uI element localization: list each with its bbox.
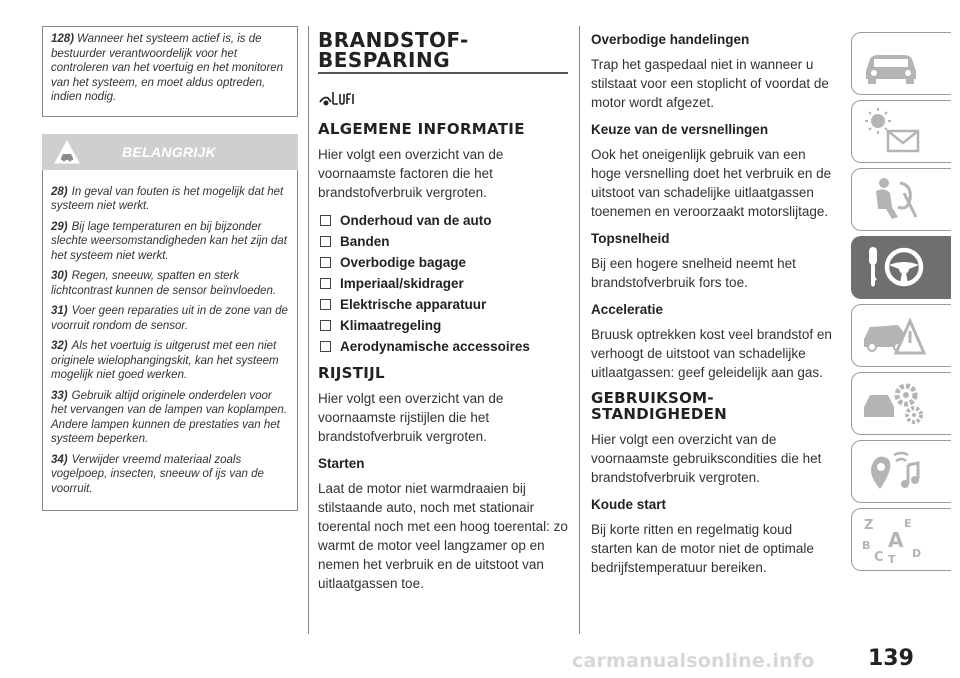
subsection-text: Laat de motor niet warmdraaien bij stilstaande auto, noch met stationair toerental noch met een hoog toerental: zo warmt de motor veel langzamer op en nemen het verbruik en de uitstoot van uitlaatgassen toe. [318,481,568,591]
list-item-label: Elektrische apparatuur [340,297,487,312]
index-letters-icon [858,513,928,565]
warning-item [51,453,289,497]
tab-warning-lights[interactable] [851,100,951,163]
checkbox-bullet-icon [320,299,331,310]
list-item-label: Banden [340,234,390,249]
warning-item [51,185,289,214]
subsection-title: Overbodige handelingen [591,32,750,47]
column-divider [579,26,580,634]
subsection-title: Acceleratie [591,302,664,317]
tab-index[interactable] [851,508,951,571]
warning-lights-icon [858,105,928,157]
left-column [42,26,298,511]
tab-dashboard[interactable] [851,32,951,95]
index-letter: Z [864,518,874,533]
list-item [318,252,568,273]
warning-number: 29) [51,220,68,233]
subsection-text: Bruusk optrekken kost veel brandstof en verhoogt de uitstoot van schadelijke uitlaatgassen: geef geleidelijk aan gas. [591,327,832,380]
warning-text: In geval van fouten is het mogelijk dat het systeem niet werkt. [51,185,284,212]
section-intro: Hier volgt een overzicht van de voornaamste factoren die het brandstofverbruik vergroten. [318,147,504,200]
section-title-line2: STANDIGHEDEN [591,405,728,423]
list-item [318,294,568,315]
note-number: 128) [51,33,75,45]
list-item [318,231,568,252]
title-rule [318,72,568,74]
checkbox-bullet-icon [320,215,331,226]
chapter-title-line2: BESPARING [318,48,451,72]
factor-list [318,210,568,357]
warning-number: 30) [51,270,68,282]
right-column [591,30,836,585]
subsection-title: Starten [318,456,365,471]
car-warning-icon [54,139,80,165]
checkbox-bullet-icon [320,236,331,247]
checkbox-bullet-icon [320,278,331,289]
warning-header [42,134,298,170]
tab-safety[interactable] [851,168,951,231]
tab-starting-driving[interactable] [851,236,951,299]
warning-title: BELANGRIJK [122,143,217,160]
checkbox-bullet-icon [320,341,331,352]
warning-item [51,304,289,333]
section-title-driving-style: RIJSTIJL [318,364,385,382]
list-item-label: Onderhoud van de auto [340,213,492,228]
list-item [318,336,568,357]
section-title-general: ALGEMENE INFORMATIE [318,120,525,138]
section-intro: Hier volgt een overzicht van de voornaamste rijstijlen die het brandstofverbruik vergroten. [318,391,504,444]
list-item-label: Imperiaal/skidrager [340,276,464,291]
maintenance-gears-icon [858,377,928,429]
list-item [318,210,568,231]
list-item [318,273,568,294]
section-title-conditions [591,390,836,422]
middle-column [318,30,568,601]
warning-text: Voer geen reparaties uit in de zone van de voorruit rondom de sensor. [51,305,288,332]
subsection-title: Koude start [591,497,667,512]
tab-multimedia[interactable] [851,440,951,503]
watermark: carmanualsonline.info [572,650,815,672]
section-intro: Hier volgt een overzicht van de voornaamste gebruikscondities die het brandstofverbruik vergroten. [591,432,822,485]
subsection-title: Topsnelheid [591,231,670,246]
subsection-text: Trap het gaspedaal niet in wanneer u stilstaat voor een stoplicht of voordat de motor wordt afgezet. [591,57,829,110]
safety-airbag-icon [858,173,928,225]
warning-item [51,269,289,298]
index-letter: T [888,553,896,565]
warning-text: Als het voertuig is uitgerust met een niet originele wielophangingskit, kan het systeem mogelijk niet goed werken. [51,340,279,381]
index-letter: C [874,550,884,565]
subsection-text: Bij korte ritten en regelmatig koud starten kan de motor niet de optimale bedrijfstemperatuur bereiken. [591,522,814,575]
index-letter: B [862,539,871,552]
chapter-title [318,30,568,70]
warning-number: 32) [51,340,68,352]
section-title-line1: GEBRUIKSOM- [591,389,714,407]
warning-text: Bij lage temperaturen en bij bijzonder slechte weersomstandigheden kan het zijn dat het systeem niet werkt. [51,220,287,262]
steering-wheel-key-icon [858,241,928,293]
subsection-title: Keuze van de versnellingen [591,122,769,137]
car-dashboard-icon [858,37,928,89]
multimedia-icon [858,445,928,497]
warning-text: Gebruik altijd originele onderdelen voor het vervangen van de lampen van koplampen. Andere lampen kunnen de prestaties van het systeem beperken. [51,389,287,445]
list-item-label: Klimaatregeling [340,318,442,333]
chapter-tabs [851,32,951,576]
warning-text: Regen, sneeuw, spatten en sterk lichtcontrast kunnen de sensor beïnvloeden. [51,270,277,297]
warning-number: 28) [51,185,68,198]
eco-drive-icon [318,88,358,108]
chapter-title-line1: BRANDSTOF- [318,28,469,52]
checkbox-bullet-icon [320,320,331,331]
warning-text: Verwijder vreemd materiaal zoals vogelpoep, insecten, sneeuw of ijs van de voorruit. [51,453,264,495]
note-text: Wanneer het systeem actief is, is de bestuurder verantwoordelijk voor het controleren van het voertuig en het monitoren van het systeem, en moet aldus optreden, indien nodig. [51,33,284,103]
column-divider [308,26,309,634]
index-letter: E [904,517,912,530]
warning-number: 33) [51,389,68,402]
list-item-label: Aerodynamische accessoires [340,339,530,354]
warning-item [51,220,289,264]
note-128 [51,32,289,105]
index-letter: A [888,528,904,552]
warning-item [51,339,289,383]
warning-number: 31) [51,305,68,317]
list-item [318,315,568,336]
emergency-triangle-icon [858,309,928,361]
note-box [42,26,298,117]
tab-maintenance[interactable] [851,372,951,435]
warning-list [42,170,298,512]
page-number: 139 [868,646,914,671]
checkbox-bullet-icon [320,257,331,268]
index-letter: D [912,547,922,560]
warning-item [51,389,289,447]
tab-emergency[interactable] [851,304,951,367]
warning-number: 34) [51,453,68,466]
list-item-label: Overbodige bagage [340,255,467,270]
subsection-text: Bij een hogere snelheid neemt het brandstofverbruik fors toe. [591,256,796,290]
subsection-text: Ook het oneigenlijk gebruik van een hoge versnelling doet het verbruik en de uitstoot van schadelijke uitlaatgassen toenemen en veroorzaakt motorslijtage. [591,147,832,219]
